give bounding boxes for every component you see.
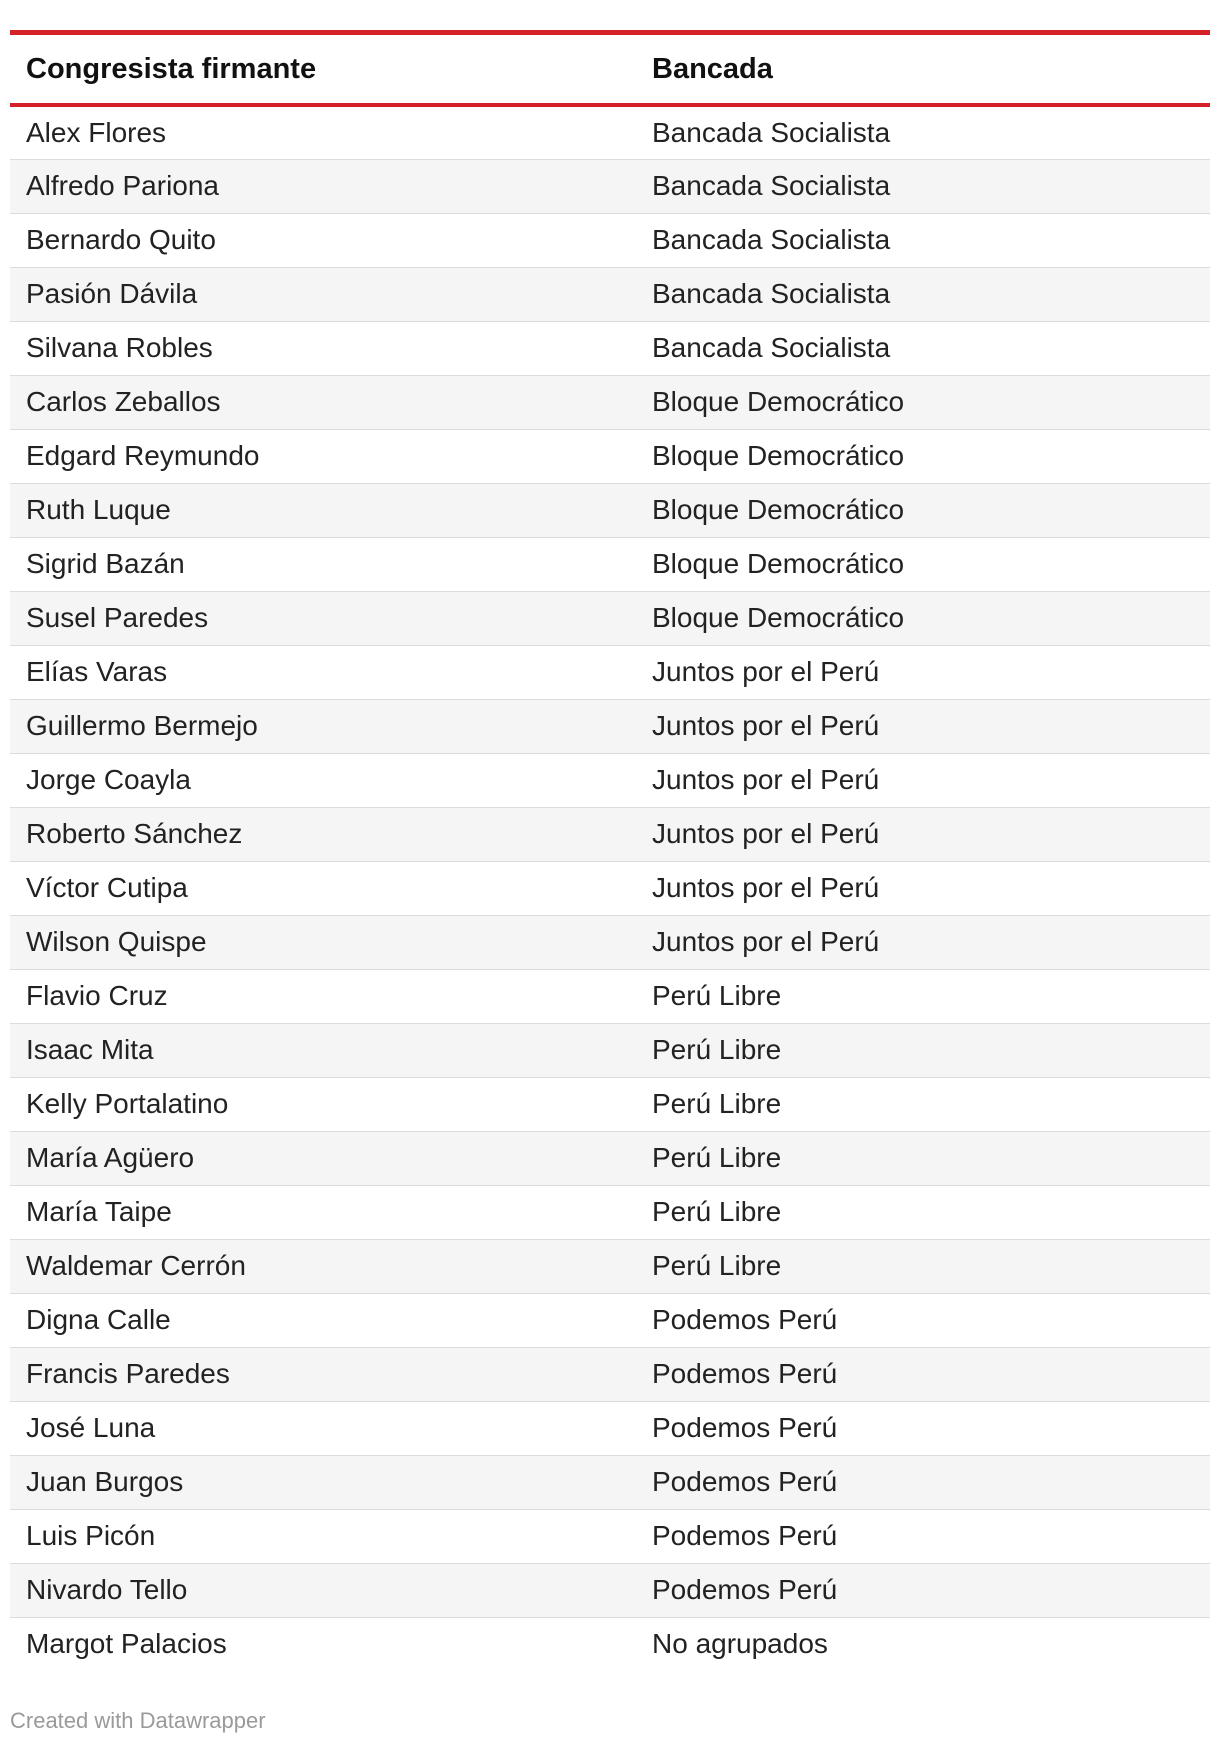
cell-congresista: Kelly Portalatino xyxy=(10,1077,636,1131)
table-row xyxy=(10,753,1210,807)
table-row xyxy=(10,591,1210,645)
table-row xyxy=(10,807,1210,861)
cell-bancada: Podemos Perú xyxy=(636,1563,1210,1617)
cell-bancada: Bloque Democrático xyxy=(636,375,1210,429)
cell-congresista: Bernardo Quito xyxy=(10,213,636,267)
cell-bancada: Juntos por el Perú xyxy=(636,699,1210,753)
cell-bancada: Bancada Socialista xyxy=(636,105,1210,159)
cell-congresista: Margot Palacios xyxy=(26,1628,227,1660)
table-row xyxy=(10,159,1210,213)
cell-congresista: Nivardo Tello xyxy=(10,1563,636,1617)
cell-bancada: Perú Libre xyxy=(636,1077,1210,1131)
cell-congresista: Flavio Cruz xyxy=(10,969,636,1023)
cell-bancada: Bloque Democrático xyxy=(636,429,1210,483)
cell-congresista: Jorge Coayla xyxy=(10,753,636,807)
cell-bancada: Juntos por el Perú xyxy=(636,753,1210,807)
cell-bancada: Podemos Perú xyxy=(636,1455,1210,1509)
table-row xyxy=(10,1293,1210,1347)
table-row xyxy=(10,1131,1210,1185)
cell-congresista: María Agüero xyxy=(10,1131,636,1185)
cell-bancada: Bloque Democrático xyxy=(636,483,1210,537)
cell-bancada: Bloque Democrático xyxy=(636,591,1210,645)
cell-bancada: Bloque Democrático xyxy=(636,537,1210,591)
table-row xyxy=(10,1401,1210,1455)
table-row xyxy=(10,429,1210,483)
cell-congresista: María Taipe xyxy=(10,1185,636,1239)
table-row xyxy=(10,483,1210,537)
cell-bancada: Podemos Perú xyxy=(636,1509,1210,1563)
cell-congresista: Ruth Luque xyxy=(10,483,636,537)
table-row xyxy=(10,375,1210,429)
cell-congresista: Pasión Dávila xyxy=(10,267,636,321)
cell-bancada: Juntos por el Perú xyxy=(636,807,1210,861)
table-row xyxy=(10,213,1210,267)
cell-congresista: Edgard Reymundo xyxy=(10,429,636,483)
table-row xyxy=(10,321,1210,375)
table-row xyxy=(10,1077,1210,1131)
cell-bancada: Juntos por el Perú xyxy=(636,915,1210,969)
table-body xyxy=(10,105,1210,1671)
cell-congresista: Juan Burgos xyxy=(10,1455,636,1509)
cell-bancada: Perú Libre xyxy=(636,969,1210,1023)
cell-bancada: Bancada Socialista xyxy=(636,321,1210,375)
cell-congresista: Digna Calle xyxy=(10,1293,636,1347)
cell-bancada: Bancada Socialista xyxy=(636,159,1210,213)
cell-congresista: Elías Varas xyxy=(10,645,636,699)
cell-congresista: Roberto Sánchez xyxy=(10,807,636,861)
table-row xyxy=(10,267,1210,321)
cell-congresista: Guillermo Bermejo xyxy=(10,699,636,753)
cell-congresista: Isaac Mita xyxy=(10,1023,636,1077)
cell-bancada: No agrupados xyxy=(652,1628,828,1660)
table-row xyxy=(10,1185,1210,1239)
table-row xyxy=(10,1509,1210,1563)
signatories-table xyxy=(10,35,1210,1671)
cell-bancada: Juntos por el Perú xyxy=(636,861,1210,915)
cell-bancada: Podemos Perú xyxy=(636,1347,1210,1401)
table-row xyxy=(10,537,1210,591)
table-row xyxy=(10,1563,1210,1617)
cell-bancada: Perú Libre xyxy=(636,1131,1210,1185)
table-row xyxy=(10,1617,1210,1671)
cell-bancada: Bancada Socialista xyxy=(636,267,1210,321)
cell-bancada: Podemos Perú xyxy=(636,1293,1210,1347)
table-row xyxy=(10,915,1210,969)
cell-congresista: Alex Flores xyxy=(10,105,636,159)
table-container xyxy=(10,30,1210,1671)
cell-bancada: Bancada Socialista xyxy=(636,213,1210,267)
cell-bancada: Podemos Perú xyxy=(636,1401,1210,1455)
table-row xyxy=(10,645,1210,699)
cell-congresista: Susel Paredes xyxy=(10,591,636,645)
cell-congresista: Wilson Quispe xyxy=(10,915,636,969)
table-row xyxy=(10,699,1210,753)
table-row xyxy=(10,105,1210,159)
table-row xyxy=(10,1239,1210,1293)
header-row xyxy=(10,35,1210,105)
column-header-bancada[interactable]: Bancada xyxy=(636,35,1210,105)
cell-congresista: Carlos Zeballos xyxy=(10,375,636,429)
cell-bancada: Perú Libre xyxy=(636,1023,1210,1077)
table-row xyxy=(10,1023,1210,1077)
cell-congresista: Víctor Cutipa xyxy=(10,861,636,915)
cell-bancada: Perú Libre xyxy=(636,1185,1210,1239)
cell-congresista: José Luna xyxy=(10,1401,636,1455)
cell-congresista: Silvana Robles xyxy=(10,321,636,375)
cell-bancada: Juntos por el Perú xyxy=(636,645,1210,699)
cell-bancada: Perú Libre xyxy=(636,1239,1210,1293)
table-row xyxy=(10,861,1210,915)
table-row xyxy=(10,969,1210,1023)
cell-congresista: Luis Picón xyxy=(10,1509,636,1563)
table-row xyxy=(10,1347,1210,1401)
cell-congresista: Francis Paredes xyxy=(10,1347,636,1401)
cell-congresista: Sigrid Bazán xyxy=(10,537,636,591)
table-row xyxy=(10,1455,1210,1509)
table-header xyxy=(10,35,1210,105)
cell-congresista: Waldemar Cerrón xyxy=(10,1239,636,1293)
cell-congresista: Alfredo Pariona xyxy=(10,159,636,213)
column-header-congresista[interactable]: Congresista firmante xyxy=(10,35,636,105)
datawrapper-credit: Created with Datawrapper xyxy=(10,1708,266,1733)
